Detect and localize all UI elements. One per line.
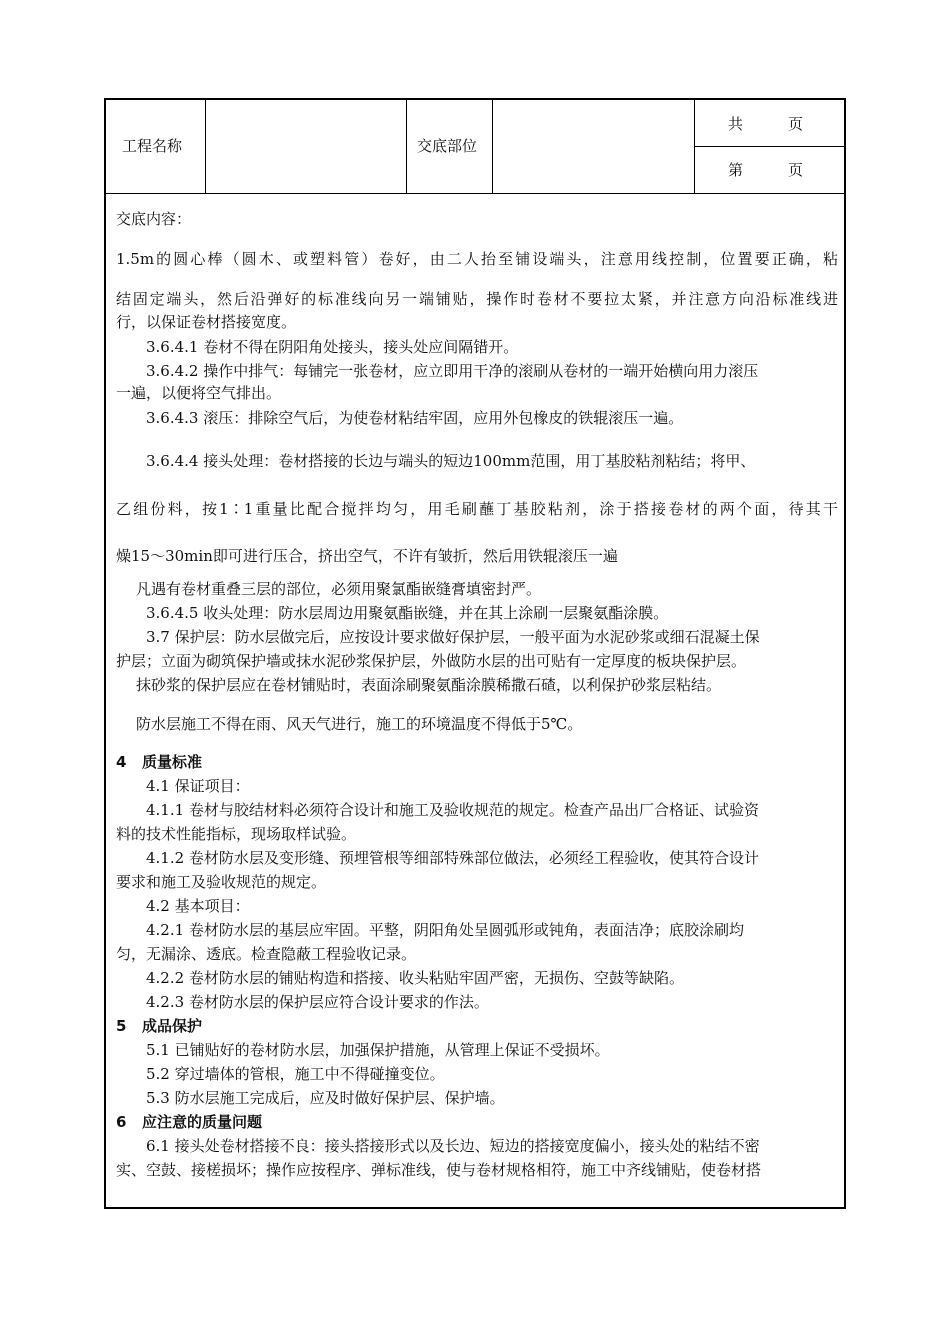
section-number: 5	[116, 1017, 127, 1035]
section-line: 5.1 已铺贴好的卷材防水层，加强保护措施，从管理上保证不受损坏。	[146, 1041, 610, 1059]
content-line: 3.6.4.5 收头处理：防水层周边用聚氨酯嵌缝，并在其上涂刷一层聚氨酯涂膜。	[146, 604, 669, 622]
section-line: 5.3 防水层施工完成后，应及时做好保护层、保护墙。	[146, 1089, 505, 1107]
content-line: 防水层施工不得在雨、风天气进行，施工的环境温度不得低于5℃。	[136, 715, 583, 733]
section-line: 4.2.1 卷材防水层的基层应牢固。平整，阴阳角处呈圆弧形或钝角，表面洁净；底胶涂刷均	[146, 921, 744, 939]
section-heading	[116, 1112, 838, 1132]
content-line: 1.5m的圆心棒（圆木、或塑料管）卷好，由二人抬至铺设端头，注意用线控制，位置要正确，粘	[116, 250, 838, 268]
section-line: 6.1 接头处卷材搭接不良：接头搭接形式以及长边、短边的搭接宽度偏小，接头处的粘结不密	[146, 1137, 760, 1155]
content-line: 凡遇有卷材重叠三层的部位，必须用聚氯酯嵌缝膏填密封严。	[136, 580, 542, 598]
section-line: 料的技术性能指标，现场取样试验。	[116, 825, 357, 843]
section-heading	[116, 1016, 838, 1036]
content-line: 行，以保证卷材搭接宽度。	[116, 313, 297, 331]
content-line: 3.6.4.1 卷材不得在阴阳角处接头，接头处应间隔错开。	[146, 338, 519, 356]
section-line: 4.1.1 卷材与胶结材料必须符合设计和施工及验收规范的规定。检查产品出厂合格证、试验资	[146, 801, 759, 819]
project-name-label: 工程名称	[122, 137, 183, 155]
divider	[492, 100, 493, 193]
section-number: 6	[116, 1113, 127, 1131]
section-line: 4.1 保证项目：	[146, 777, 250, 795]
section-line: 4.2 基本项目：	[146, 897, 250, 915]
handover-sheet	[104, 98, 846, 1209]
content-line: 护层；立面为砌筑保护墙或抹水泥砂浆保护层，外做防水层的出可贴有一定厚度的板块保护层。	[116, 652, 747, 670]
header-table	[106, 100, 844, 194]
section-line: 5.2 穿过墙体的管根，施工中不得碰撞变位。	[146, 1065, 445, 1083]
content-line: 一遍，以便将空气排出。	[116, 384, 282, 402]
content-line: 结固定端头，然后沿弹好的标准线向另一端铺贴，操作时卷材不要拉太紧，并注意方向沿标准线进	[116, 290, 838, 308]
content-line: 3.6.4.2 操作中排气：每铺完一张卷材，应立即用干净的滚刷从卷材的一端开始横向用力滚压	[146, 362, 759, 380]
divider	[406, 100, 407, 193]
content-line: 3.6.4.3 滚压：排除空气后，为使卷材粘结牢固，应用外包橡皮的铁辊滚压一遍。	[146, 409, 684, 427]
page-number-label: 第 页	[728, 161, 804, 179]
content-line: 3.6.4.4 接头处理：卷材搭接的长边与端头的短边100mm范围，用丁基胶粘剂粘结；将甲、	[146, 452, 756, 470]
section-title: 应注意的质量问题	[142, 1113, 263, 1131]
divider	[694, 146, 844, 147]
section-line: 4.1.2 卷材防水层及变形缝、预埋管根等细部特殊部位做法，必须经工程验收，使其符合设计	[146, 849, 759, 867]
content-line: 乙组份料，按1∶1重量比配合搅拌均匀，用毛刷蘸丁基胶粘剂，涂于搭接卷材的两个面，待其干	[116, 500, 838, 518]
section-number: 4	[116, 753, 127, 771]
content-intro: 交底内容：	[116, 210, 192, 228]
section-line: 匀，无漏涂、透底。检查隐蔽工程验收记录。	[116, 945, 417, 963]
section-line: 实、空鼓、接槎损坏；操作应按程序、弹标准线，使与卷材规格相符，施工中齐线铺贴，使卷材搭	[116, 1161, 762, 1179]
content-line: 燥15～30min即可进行压合，挤出空气，不许有皱折，然后用铁辊滚压一遍	[116, 547, 618, 565]
content-line: 抹砂浆的保护层应在卷材铺贴时，表面涂刷聚氨酯涂膜稀撒石碴，以利保护砂浆层粘结。	[136, 676, 722, 694]
section-line: 4.2.2 卷材防水层的铺贴构造和搭接、收头粘贴牢固严密，无损伤、空鼓等缺陷。	[146, 969, 684, 987]
section-title: 质量标准	[142, 753, 203, 771]
divider	[205, 100, 206, 193]
handover-part-label: 交底部位	[417, 137, 478, 155]
section-title: 成品保护	[142, 1017, 203, 1035]
section-heading	[116, 752, 838, 772]
section-line: 4.2.3 卷材防水层的保护层应符合设计要求的作法。	[146, 993, 489, 1011]
section-line: 要求和施工及验收规范的规定。	[116, 873, 327, 891]
total-pages-label: 共 页	[728, 115, 804, 133]
content-line: 3.7 保护层：防水层做完后，应按设计要求做好保护层，一般平面为水泥砂浆或细石混凝土保	[146, 628, 760, 646]
